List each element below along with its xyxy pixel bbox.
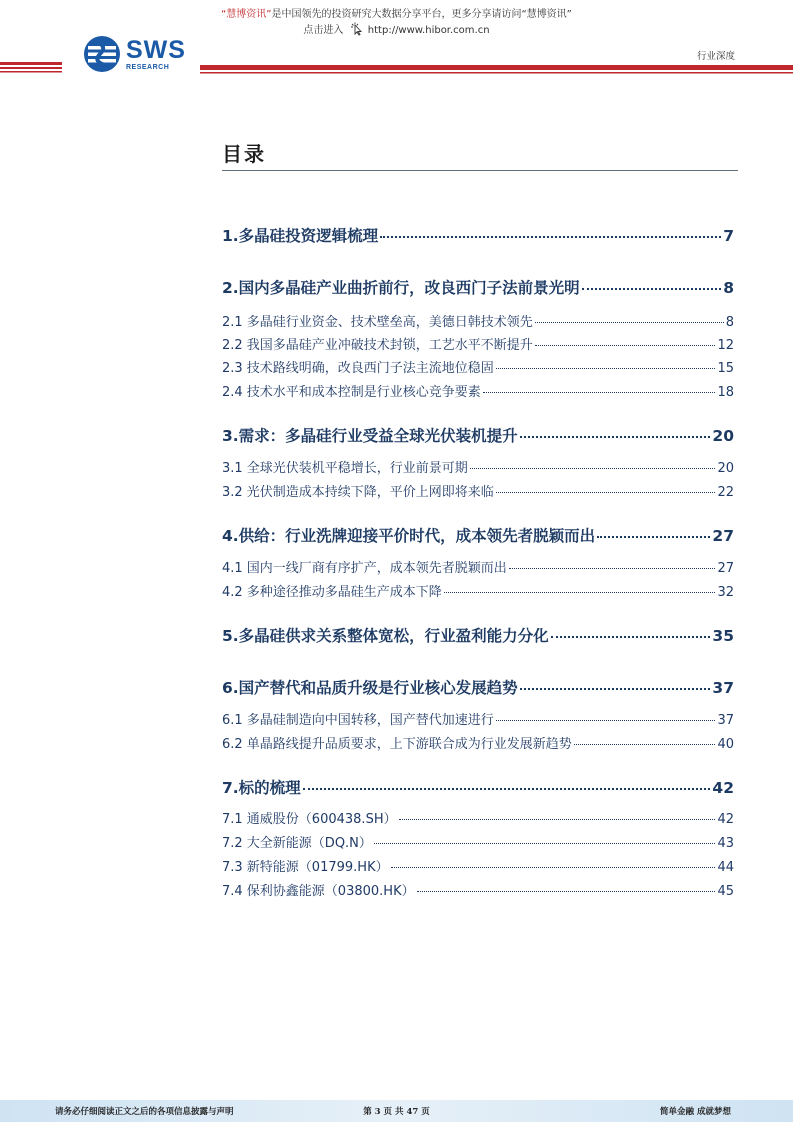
toc-entry-label: 4.供给：行业洗牌迎接平价时代，成本领先者脱颖而出 [222, 527, 596, 545]
toc-entry-page: 32 [717, 585, 734, 600]
toc-entry-label: 7.3 新特能源（01799.HK） [222, 860, 389, 875]
toc-leader-dots [380, 236, 721, 238]
toc-entry-page: 7 [723, 227, 734, 245]
toc-entry-page: 42 [717, 812, 734, 827]
toc-entry-label: 3.2 光伏制造成本持续下降，平价上网即将来临 [222, 485, 494, 500]
toc-entry-page: 12 [717, 338, 734, 353]
toc-entry-section[interactable] [222, 311, 734, 330]
toc-entry-section[interactable] [222, 808, 734, 827]
toc-leader-dots [520, 436, 711, 438]
toc-entry-page: 37 [717, 713, 734, 728]
report-type-label: 行业深度 [696, 51, 735, 62]
toc-entry-page: 42 [712, 779, 734, 797]
toc-entry-page: 27 [712, 527, 734, 545]
toc-leader-dots [582, 288, 722, 290]
promo-link[interactable]: http://www.hibor.com.cn [367, 25, 490, 36]
toc-leader-dots [399, 819, 716, 820]
toc-leader-dots [535, 322, 724, 323]
toc-entry-section[interactable] [222, 581, 734, 600]
toc-leader-dots [496, 492, 716, 493]
toc-leader-dots [597, 536, 710, 538]
toc-entry-page: 15 [717, 361, 734, 376]
promo-line-1 [0, 5, 793, 20]
toc-entry-section[interactable] [222, 709, 734, 728]
toc-entry-label: 4.1 国内一线厂商有序扩产，成本领先者脱颖而出 [222, 561, 507, 576]
toc-leader-dots [520, 688, 711, 690]
toc-title: 目录 [222, 142, 266, 166]
toc-entry-label: 6.2 单晶路线提升品质要求，上下游联合成为行业发展新趋势 [222, 737, 572, 752]
promo-text: 是中国领先的投资研究大数据分享平台，更多分享请访问 [271, 9, 522, 20]
toc-entry-section[interactable] [222, 457, 734, 476]
toc-entry-page: 20 [717, 461, 734, 476]
toc-entry-label: 2.国内多晶硅产业曲折前行，改良西门子法前景光明 [222, 279, 580, 297]
toc-entry-section[interactable] [222, 481, 734, 500]
toc-entry-section[interactable] [222, 334, 734, 353]
toc-entry-page: 8 [723, 279, 734, 297]
toc-entry-page: 45 [717, 884, 734, 899]
toc-entry-section[interactable] [222, 733, 734, 752]
toc-leader-dots [470, 468, 716, 469]
footer-slogan: 简单金融 成就梦想 [660, 1107, 731, 1117]
toc-entry-label: 1.多晶硅投资逻辑梳理 [222, 227, 379, 245]
toc-entry-section[interactable] [222, 381, 734, 400]
toc-entry-label: 3.需求：多晶硅行业受益全球光伏装机提升 [222, 427, 518, 445]
footer-page-info: 第 3 页 共 47 页 [363, 1107, 430, 1117]
toc-entry-page: 22 [717, 485, 734, 500]
toc-leader-dots [444, 592, 716, 593]
toc-leader-dots [374, 843, 716, 844]
toc-entry-page: 20 [712, 427, 734, 445]
toc-entry-chapter[interactable] [222, 276, 734, 298]
toc-entry-section[interactable] [222, 557, 734, 576]
toc-entry-label: 7.4 保利协鑫能源（03800.HK） [222, 884, 415, 899]
toc-leader-dots [509, 568, 716, 569]
header-stripes [0, 62, 793, 76]
promo-prefix: 点击进入 [303, 25, 344, 36]
toc-leader-dots [303, 788, 711, 790]
promo-brand: “慧博资讯” [221, 9, 272, 20]
promo-brand-2: “慧博资讯” [521, 9, 572, 20]
toc-entry-label: 3.1 全球光伏装机平稳增长，行业前景可期 [222, 461, 468, 476]
page-footer [0, 1100, 793, 1122]
toc-leader-dots [417, 891, 716, 892]
toc-entry-label: 2.2 我国多晶硅产业冲破技术封锁，工艺水平不断提升 [222, 338, 533, 353]
toc-entry-page: 44 [717, 860, 734, 875]
toc-entry-label: 7.1 通威股份（600438.SH） [222, 812, 397, 827]
toc-entry-page: 35 [712, 627, 734, 645]
toc-entry-section[interactable] [222, 832, 734, 851]
toc-entry-label: 2.4 技术水平和成本控制是行业核心竞争要素 [222, 385, 481, 400]
toc-entry-section[interactable] [222, 357, 734, 376]
toc-entry-chapter[interactable] [222, 524, 734, 546]
toc-entry-section[interactable] [222, 880, 734, 899]
toc-entry-page: 27 [717, 561, 734, 576]
toc-entry-chapter[interactable] [222, 424, 734, 446]
footer-disclaimer: 请务必仔细阅读正文之后的各项信息披露与声明 [55, 1107, 234, 1117]
toc-entry-label: 7.标的梳理 [222, 779, 301, 797]
toc-entry-label: 2.3 技术路线明确，改良西门子法主流地位稳固 [222, 361, 494, 376]
toc-leader-dots [535, 345, 716, 346]
toc-entry-chapter[interactable] [222, 624, 734, 646]
toc-entry-label: 2.1 多晶硅行业资金、技术壁垒高，美德日韩技术领先 [222, 315, 533, 330]
logo-name: SWS [126, 35, 186, 64]
toc-entry-chapter[interactable] [222, 676, 734, 698]
toc-entry-label: 7.2 大全新能源（DQ.N） [222, 836, 372, 851]
pointer-click-icon [347, 22, 365, 36]
toc-entry-page: 37 [712, 679, 734, 697]
toc-entry-page: 18 [717, 385, 734, 400]
toc-entry-chapter[interactable] [222, 776, 734, 798]
toc-entry-chapter[interactable] [222, 224, 734, 246]
toc-entry-section[interactable] [222, 856, 734, 875]
toc-entry-label: 6.1 多晶硅制造向中国转移，国产替代加速进行 [222, 713, 494, 728]
toc-leader-dots [483, 392, 716, 393]
toc-divider [222, 170, 738, 171]
toc-entry-page: 40 [717, 737, 734, 752]
toc-leader-dots [391, 867, 716, 868]
toc-leader-dots [574, 744, 716, 745]
toc-entry-label: 4.2 多种途径推动多晶硅生产成本下降 [222, 585, 442, 600]
toc-entry-page: 8 [725, 315, 734, 330]
logo-subtitle: RESEARCH [126, 63, 170, 71]
toc-entry-page: 43 [717, 836, 734, 851]
toc-leader-dots [551, 636, 711, 638]
toc-leader-dots [496, 368, 716, 369]
toc-leader-dots [496, 720, 716, 721]
toc-entry-label: 6.国产替代和品质升级是行业核心发展趋势 [222, 679, 518, 697]
toc-entry-label: 5.多晶硅供求关系整体宽松，行业盈利能力分化 [222, 627, 549, 645]
